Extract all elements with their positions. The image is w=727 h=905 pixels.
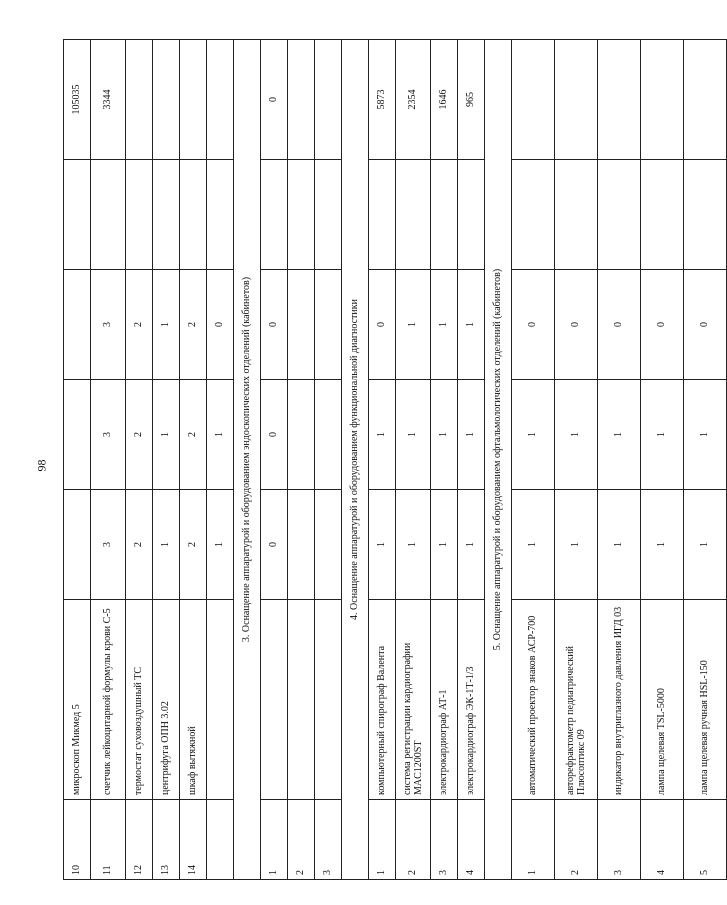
table-row bbox=[180, 40, 207, 880]
table-row bbox=[369, 40, 396, 880]
cell-value: 1 bbox=[153, 270, 180, 380]
row-number bbox=[207, 800, 234, 880]
table-row bbox=[64, 40, 91, 880]
equipment-name: шкаф вытяжной bbox=[180, 600, 207, 800]
cell-value bbox=[315, 160, 342, 270]
cell-value bbox=[126, 40, 153, 160]
cell-value: 1 bbox=[207, 380, 234, 490]
row-number: 12 bbox=[126, 800, 153, 880]
cell-value: 2354 bbox=[396, 40, 431, 160]
cell-value: 0 bbox=[555, 270, 598, 380]
cell-value: 0 bbox=[261, 490, 288, 600]
cell-value bbox=[153, 160, 180, 270]
cell-value bbox=[396, 160, 431, 270]
cell-value bbox=[91, 160, 126, 270]
cell-value bbox=[598, 160, 641, 270]
cell-value: 2 bbox=[180, 270, 207, 380]
section-header-row bbox=[234, 40, 261, 880]
cell-value bbox=[512, 160, 555, 270]
cell-value: 1 bbox=[555, 490, 598, 600]
equipment-name: компьютерный спирограф Валента bbox=[369, 600, 396, 800]
cell-value bbox=[288, 380, 315, 490]
row-number: 1 bbox=[261, 800, 288, 880]
section-title: 5. Оснащение аппаратурой и оборудованием офтальмологических отделений (кабинетов) bbox=[485, 40, 512, 880]
cell-value bbox=[369, 160, 396, 270]
cell-value bbox=[315, 270, 342, 380]
row-number: 3 bbox=[431, 800, 458, 880]
cell-value bbox=[207, 40, 234, 160]
section-header-row bbox=[485, 40, 512, 880]
row-number: 2 bbox=[288, 800, 315, 880]
table-row bbox=[315, 40, 342, 880]
equipment-name bbox=[261, 600, 288, 800]
row-number: 5 bbox=[684, 800, 727, 880]
row-number: 11 bbox=[91, 800, 126, 880]
page-number: 98 bbox=[34, 459, 49, 472]
cell-value bbox=[180, 160, 207, 270]
equipment-name: система регистрации кардиографии MAC1200ST bbox=[396, 600, 431, 800]
cell-value bbox=[512, 40, 555, 160]
cell-value bbox=[315, 380, 342, 490]
equipment-name: термостат суховоздушный ТС bbox=[126, 600, 153, 800]
cell-value: 1 bbox=[431, 270, 458, 380]
cell-value: 0 bbox=[641, 270, 684, 380]
row-number: 3 bbox=[315, 800, 342, 880]
table-row bbox=[153, 40, 180, 880]
row-number: 4 bbox=[458, 800, 485, 880]
cell-value: 2 bbox=[180, 380, 207, 490]
cell-value: 1 bbox=[458, 270, 485, 380]
cell-value bbox=[641, 40, 684, 160]
cell-value: 1 bbox=[431, 380, 458, 490]
cell-value bbox=[288, 270, 315, 380]
cell-value: 1646 bbox=[431, 40, 458, 160]
cell-value bbox=[64, 380, 91, 490]
equipment-name: микроскоп Микмед 5 bbox=[64, 600, 91, 800]
cell-value bbox=[64, 490, 91, 600]
equipment-name: счетчик лейкоцитарной формулы крови С-5 bbox=[91, 600, 126, 800]
cell-value: 1 bbox=[684, 490, 727, 600]
cell-value bbox=[64, 270, 91, 380]
cell-value: 1 bbox=[512, 490, 555, 600]
cell-value: 3 bbox=[91, 490, 126, 600]
cell-value: 1 bbox=[684, 380, 727, 490]
cell-value: 1 bbox=[458, 490, 485, 600]
equipment-name: лампа щелевая TSL-5000 bbox=[641, 600, 684, 800]
equipment-table bbox=[63, 39, 727, 880]
cell-value bbox=[126, 160, 153, 270]
cell-value: 1 bbox=[396, 270, 431, 380]
row-number: 2 bbox=[555, 800, 598, 880]
cell-value: 0 bbox=[207, 270, 234, 380]
cell-value bbox=[207, 160, 234, 270]
cell-value: 105035 bbox=[64, 40, 91, 160]
equipment-name: центрифуга ОПН 3.02 bbox=[153, 600, 180, 800]
equipment-name: лампа щелевая ручная HSL-150 bbox=[684, 600, 727, 800]
row-number: 2 bbox=[396, 800, 431, 880]
equipment-name bbox=[207, 600, 234, 800]
cell-value: 1 bbox=[641, 380, 684, 490]
cell-value bbox=[684, 40, 727, 160]
cell-value bbox=[315, 40, 342, 160]
cell-value: 0 bbox=[261, 380, 288, 490]
equipment-name: электрокардиограф АТ-1 bbox=[431, 600, 458, 800]
table-row bbox=[431, 40, 458, 880]
table-row bbox=[641, 40, 684, 880]
cell-value: 0 bbox=[598, 270, 641, 380]
cell-value: 1 bbox=[458, 380, 485, 490]
table-row bbox=[91, 40, 126, 880]
cell-value: 3344 bbox=[91, 40, 126, 160]
row-number: 3 bbox=[598, 800, 641, 880]
cell-value: 965 bbox=[458, 40, 485, 160]
cell-value bbox=[153, 40, 180, 160]
table-row bbox=[207, 40, 234, 880]
cell-value: 1 bbox=[396, 490, 431, 600]
section-title: 3. Оснащение аппаратурой и оборудованием эндоскопических отделений (кабинетов) bbox=[234, 40, 261, 880]
cell-value: 1 bbox=[598, 490, 641, 600]
equipment-table-rotated bbox=[63, 40, 711, 880]
cell-value: 2 bbox=[126, 270, 153, 380]
equipment-name bbox=[315, 600, 342, 800]
cell-value bbox=[555, 160, 598, 270]
section-header-row bbox=[342, 40, 369, 880]
cell-value: 3 bbox=[91, 270, 126, 380]
table-row bbox=[126, 40, 153, 880]
cell-value: 2 bbox=[180, 490, 207, 600]
cell-value bbox=[555, 40, 598, 160]
equipment-name: индикатор внутриглазного давления ИГД 03 bbox=[598, 600, 641, 800]
row-number: 1 bbox=[369, 800, 396, 880]
cell-value: 0 bbox=[261, 40, 288, 160]
cell-value: 2 bbox=[126, 490, 153, 600]
table-row bbox=[396, 40, 431, 880]
equipment-name: электрокардиограф ЭК-1Т-1/3 bbox=[458, 600, 485, 800]
cell-value bbox=[315, 490, 342, 600]
cell-value: 1 bbox=[153, 380, 180, 490]
cell-value: 0 bbox=[684, 270, 727, 380]
cell-value: 3 bbox=[91, 380, 126, 490]
cell-value: 2 bbox=[126, 380, 153, 490]
cell-value: 5873 bbox=[369, 40, 396, 160]
section-title: 4. Оснащение аппаратурой и оборудованием функциональной диагностики bbox=[342, 40, 369, 880]
cell-value bbox=[180, 40, 207, 160]
row-number: 4 bbox=[641, 800, 684, 880]
cell-value: 1 bbox=[369, 380, 396, 490]
cell-value bbox=[458, 160, 485, 270]
cell-value: 1 bbox=[641, 490, 684, 600]
cell-value: 0 bbox=[369, 270, 396, 380]
cell-value bbox=[684, 160, 727, 270]
cell-value: 0 bbox=[512, 270, 555, 380]
cell-value: 1 bbox=[153, 490, 180, 600]
table-row bbox=[598, 40, 641, 880]
cell-value: 1 bbox=[396, 380, 431, 490]
table-row bbox=[684, 40, 727, 880]
table-row bbox=[555, 40, 598, 880]
equipment-name: автоматический проектор знаков АСР-700 bbox=[512, 600, 555, 800]
cell-value bbox=[641, 160, 684, 270]
row-number: 10 bbox=[64, 800, 91, 880]
cell-value bbox=[261, 160, 288, 270]
cell-value: 0 bbox=[261, 270, 288, 380]
table-row bbox=[261, 40, 288, 880]
table-row bbox=[288, 40, 315, 880]
cell-value: 1 bbox=[512, 380, 555, 490]
row-number: 1 bbox=[512, 800, 555, 880]
cell-value: 1 bbox=[598, 380, 641, 490]
table-row bbox=[458, 40, 485, 880]
table-row bbox=[512, 40, 555, 880]
cell-value bbox=[288, 490, 315, 600]
row-number: 14 bbox=[180, 800, 207, 880]
cell-value bbox=[598, 40, 641, 160]
cell-value: 1 bbox=[369, 490, 396, 600]
cell-value: 1 bbox=[207, 490, 234, 600]
cell-value bbox=[64, 160, 91, 270]
cell-value: 1 bbox=[431, 490, 458, 600]
cell-value bbox=[288, 160, 315, 270]
equipment-name: авторефрактометр педиатрический Плюсоптикс 09 bbox=[555, 600, 598, 800]
cell-value bbox=[288, 40, 315, 160]
equipment-name bbox=[288, 600, 315, 800]
cell-value bbox=[431, 160, 458, 270]
cell-value: 1 bbox=[555, 380, 598, 490]
row-number: 13 bbox=[153, 800, 180, 880]
